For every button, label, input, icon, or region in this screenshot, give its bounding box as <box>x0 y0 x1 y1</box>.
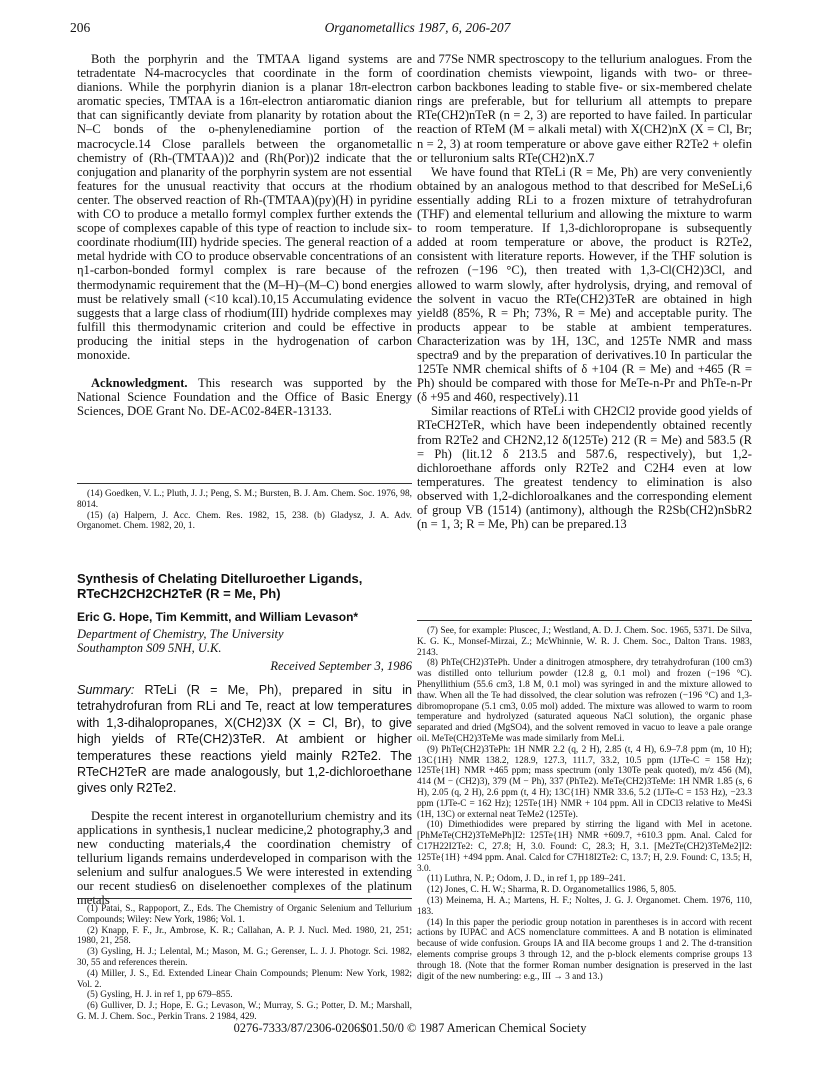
right-column <box>417 52 752 531</box>
page-number: 206 <box>70 20 91 35</box>
footnote-15: (15) (a) Halpern, J. Acc. Chem. Res. 1982, 15, 238. (b) Gladysz, J. A. Adv. Organomet. Chem. 1982, 20, 1. <box>77 510 412 532</box>
body-paragraph: We have found that RTeLi (R = Me, Ph) are very conveniently obtained by an analogous method to that described for MeSeLi,6 essentially adding RLi to a frozen mixture of tetrahydrofuran (THF) and elemental tellurium and allowing the mixture to warm to room temperature. If 1,3-dichloropropane is subsequently added at room temperature or above, the product is R2Te2, consistent with literature reports. However, if the THF solution is refrozen (−196 °C), then treated with 1,3-Cl(CH2)3Cl, and allowed to warm slowly, after hydrolysis, drying, and removal of the solvent in vacuo the RTe(CH2)3TeR are obtained in high yield8 (85%, R = Ph; 73%, R = Me) and acceptable purity. The products appear to be stable at ambient temperatures. Characterization was by 1H, 13C, and 125Te NMR and mass spectra9 and by the preparation of derivatives.10 In particular the 125Te NMR chemical shifts of δ +104 (R = Me) and +465 (R = Ph) should be compared with those for MeTe-n-Pr and PhTe-n-Pr (δ +95 and 460, respectively).11 <box>417 164 752 405</box>
acknowledgment-label: Acknowledgment. <box>91 376 188 391</box>
acknowledgment <box>77 376 412 418</box>
footnote-5: (5) Gysling, H. J. in ref 1, pp 679–855. <box>87 990 233 1001</box>
journal-citation: Organometallics 1987, 6, 206-207 <box>324 20 511 35</box>
footnote-12: (12) Jones, C. H. W.; Sharma, R. D. Organometallics 1986, 5, 805. <box>427 885 677 896</box>
footnotes-block-2 <box>77 898 412 1023</box>
footnote-3: (3) Gysling, H. J.; Lelental, M.; Mason, M. G.; Gerenser, L. J. J. Photogr. Sci. 1982, 30, 55 and references therein. <box>77 947 412 968</box>
footnote-14-group-notation: (14) In this paper the periodic group notation in parentheses is in accord with recent actions by IUPAC and ACS nomenclature committees. A and B notation is eliminated because of wide confusion. Groups IA and IIA become groups 1 and 2. The d-transition elements comprise groups 3 through 12, and the p-block elements comprise groups 13 through 18. (Note that the former Roman number designation is preserved in the last digit of the new numbering: e.g., III → 3 and 13.) <box>417 917 752 982</box>
running-header <box>70 20 765 38</box>
article-title: Synthesis of Chelating Ditelluroether Ligands, RTeCH2CH2CH2TeR (R = Me, Ph) <box>77 571 363 601</box>
footnote-rule <box>77 483 412 484</box>
footnotes-block-3 <box>417 620 752 982</box>
footnote-rule <box>77 898 412 899</box>
footnote-6: (6) Gulliver, D. J.; Hope, E. G.; Levason, W.; Murray, S. G.; Potter, D. M.; Marshall, G. M. J. Chem. Soc., Perkin Trans. 2 1984, 429. <box>77 1001 412 1022</box>
footnote-8: (8) PhTe(CH2)3TePh. Under a dinitrogen atmosphere, dry tetrahydrofuran (100 cm3) was distilled onto tellurium powder (12.8 g, 0.1 mol) and frozen (−196 °C). Phenyllithium (55.6 cm3, 1.8 M, 0.1 mol) was syringed in and the mixture allowed to thaw. When all the Te had dissolved, the clear solution was refrozen (−196 °C) and 1,3-dibromopropane (5.1 cm3, 0.05 mol) added. The mixture was allowed to warm to room temperature and hydrolyzed (saturated aqueous NaCl solution), the organic phase separated and dried (MgSO4), and the solvent removed in vacuo to leave a pale orange oil. MeTe(CH2)3TeMe was made similarly from MeLi. <box>417 658 752 744</box>
footnote-11: (11) Luthra, N. P.; Odom, J. D., in ref 1, pp 189–241. <box>427 874 626 885</box>
intro-paragraph: Despite the recent interest in organotellurium chemistry and its applications in synthesis,1 nuclear medicine,2 photography,3 and new conducting materials,4 the coordination chemistry of tellurium ligands remains underdeveloped in comparison with the selenium and sulfur analogues.5 We were interested in extending our recent studies6 on diselenoether complexes of the platinum metals <box>77 808 412 908</box>
article-heading <box>77 571 412 908</box>
footnote-9: (9) PhTe(CH2)3TePh: 1H NMR 2.2 (q, 2 H), 2.85 (t, 4 H), 6.9–7.8 ppm (m, 10 H); 13C{1H} NMR 138.2, 128.9, 127.3, 111.7, 33.2, 10.5 ppm (1JTe-C = 158 Hz); 125Te{1H} NMR +465 ppm; mass spectrum (only 130Te peak quoted), m/z 456 (M), 414 (M − (CH2)3), 379 (M − Ph), 337 (PhTe2). MeTe(CH2)3TeMe: 1H NMR 1.85 (s, 6 H), 2.05 (q, 2 H), 2.6 ppm (t, 4 H); 13C{1H} NMR 33.6, 5.2 (1JTe-C = 153 Hz), −23.3 ppm (1JTe-C = 162 Hz); 125Te{1H} NMR + 104 ppm. All in CDCl3 relative to Me4Si (1H, 13C) or external neat TeMe2 (125Te). <box>417 744 752 820</box>
footnote-2: (2) Knapp, F. F., Jr., Ambrose, K. R.; Callahan, A. P. J. Nucl. Med. 1980, 21, 251; 1980, 21, 258. <box>77 925 412 947</box>
received-date: Received September 3, 1986 <box>270 659 412 673</box>
body-paragraph: Both the porphyrin and the TMTAA ligand systems are tetradentate N4-macrocycles that coordinate in the form of dianions. While the porphyrin dianion is a planar 18π-electron aromatic species, TMTAA is a 16π-electron antiaromatic dianion that can significantly deviate from planarity by rotation about the N–C bonds of the o-phenylenediamine portion of the macrocycle.14 Close parallels between the organometallic chemistry of (Rh-(TMTAA))2 and (Rh(Por))2 indicate that the conjugation and planarity of the porphyrin system are not essential features for the unusual reactivity that occurs at the rhodium center. The observed reaction of Rh-(TMTAA)(py)(H) in pyridine with CO to produce a metallo formyl complex further extends the scope of complexes capable of this type of reaction to include six-coordinate rhodium(III) hydride species. The general reaction of a metal hydride with CO to produce observable concentrations of an η1-carbon-bonded formyl complex is rare because of the thermodynamic requirement that the (M–H)–(M–C) bond energies must be relatively small (<10 kcal).10,15 Accumulating evidence suggests that a large class of rhodium(III) hydride complexes may fulfill this thermodynamic criterion and could be effective in producing the initial steps in the hydrogenation of carbon monoxide. <box>77 52 412 362</box>
footnote-4: (4) Miller, J. S., Ed. Extended Linear Chain Compounds; Plenum: New York, 1982; Vol. 2. <box>77 968 412 990</box>
summary-label: Summary: <box>77 683 135 697</box>
acknowledgment-text: This research was supported by the National Science Foundation and the Office of Basic Energy Sciences, DOE Grant No. DE-AC02-84ER-13133. <box>77 376 412 419</box>
footnote-13: (13) Meinema, H. A.; Martens, H. F.; Noltes, J. G. J. Organomet. Chem. 1976, 110, 183. <box>417 895 752 917</box>
footnote-rule <box>417 620 752 621</box>
footnote-14: (14) Goedken, V. L.; Pluth, J. J.; Peng, S. M.; Bursten, B. J. Am. Chem. Soc. 1976, 98, 8014. <box>77 489 412 510</box>
footnote-10: (10) Dimethiodides were prepared by stirring the ligand with MeI in acetone. [PhMeTe(CH2)3TeMePh]I2: 125Te{1H} NMR +609.7, +610.3 ppm. Anal. Calcd for C17H22I2Te2: C, 27.8; H, 3.0. Found: C, 28.3; H, 3.1. [Me2Te(CH2)3TeMe2]I2: 125Te{1H} +494 ppm. Anal. Calcd for C7H18I2Te2: C, 13.7; H, 2.9. Found: C, 13.5; H, 3.0. <box>417 820 752 874</box>
footnotes-block-1 <box>77 483 412 532</box>
footnote-1: (1) Patai, S., Rappoport, Z., Eds. The Chemistry of Organic Selenium and Tellurium Compounds; Wiley: New York, 1986; Vol. 1. <box>77 904 412 925</box>
summary-text: RTeLi (R = Me, Ph), prepared in situ in tetrahydrofuran from RLi and Te, react at low temperatures with 1,3-dihalopropanes, X(CH2)3X (X = Cl, Br), to give high yields of RTe(CH2)3TeR. At ambient or higher temperatures these reactions yield mainly R2Te2. The RTeCH2TeR are made analogously, but 1,2-dichloroethane gives only R2Te2. <box>77 683 412 796</box>
affiliation-line-1: Department of Chemistry, The University <box>77 627 284 641</box>
authors: Eric G. Hope, Tim Kemmitt, and William Levason* <box>77 610 359 624</box>
body-paragraph: and 77Se NMR spectroscopy to the tellurium analogues. From the coordination chemists viewpoint, ligands with two- or three-carbon backbones leading to stable five- or six-membered chelate rings are preferable, but for tellurium all attempts to prepare RTe(CH2)nTeR (n = 2, 3) are reported to have failed. In particular reaction of RTeM (M = alkali metal) with X(CH2)nX (X = Cl, Br; n = 2, 3) at room temperature or above gave either R2Te2 + olefin or telluronium salts RTe(CH2)nX.7 <box>417 52 752 165</box>
copyright-footer: 0276-7333/87/2306-0206$01.50/0 © 1987 American Chemical Society <box>233 1021 587 1035</box>
summary <box>77 682 412 797</box>
footnote-7: (7) See, for example: Pluscec, J.; Westland, A. D. J. Chem. Soc. 1965, 5371. De Silva, K. G. K., Monsef-Mirzai, Z.; McWhinnie, W. R. J. Chem. Soc., Dalton Trans. 1983, 2143. <box>417 626 752 658</box>
body-paragraph: Similar reactions of RTeLi with CH2Cl2 provide good yields of RTeCH2TeR, which have been independently obtained recently from R2Te2 and CH2N2,12 δ(125Te) 212 (R = Me) and 583.5 (R = Ph) (lit.12 δ 213.5 and 587.6, respectively), but 1,2-dichloroethane affords only R2Te2 and C2H4 even at low temperatures. The greatest tendency to elimination is also observed with 1,2-dichloroalkanes and the corresponding element of group VB (1514) (antimony), although the R2Sb(CH2)nSbR2 (n = 1, 3; R = Me, Ph) can be prepared.13 <box>417 404 752 532</box>
affiliation-line-2: Southampton S09 5NH, U.K. <box>77 641 222 655</box>
left-column <box>77 52 412 418</box>
